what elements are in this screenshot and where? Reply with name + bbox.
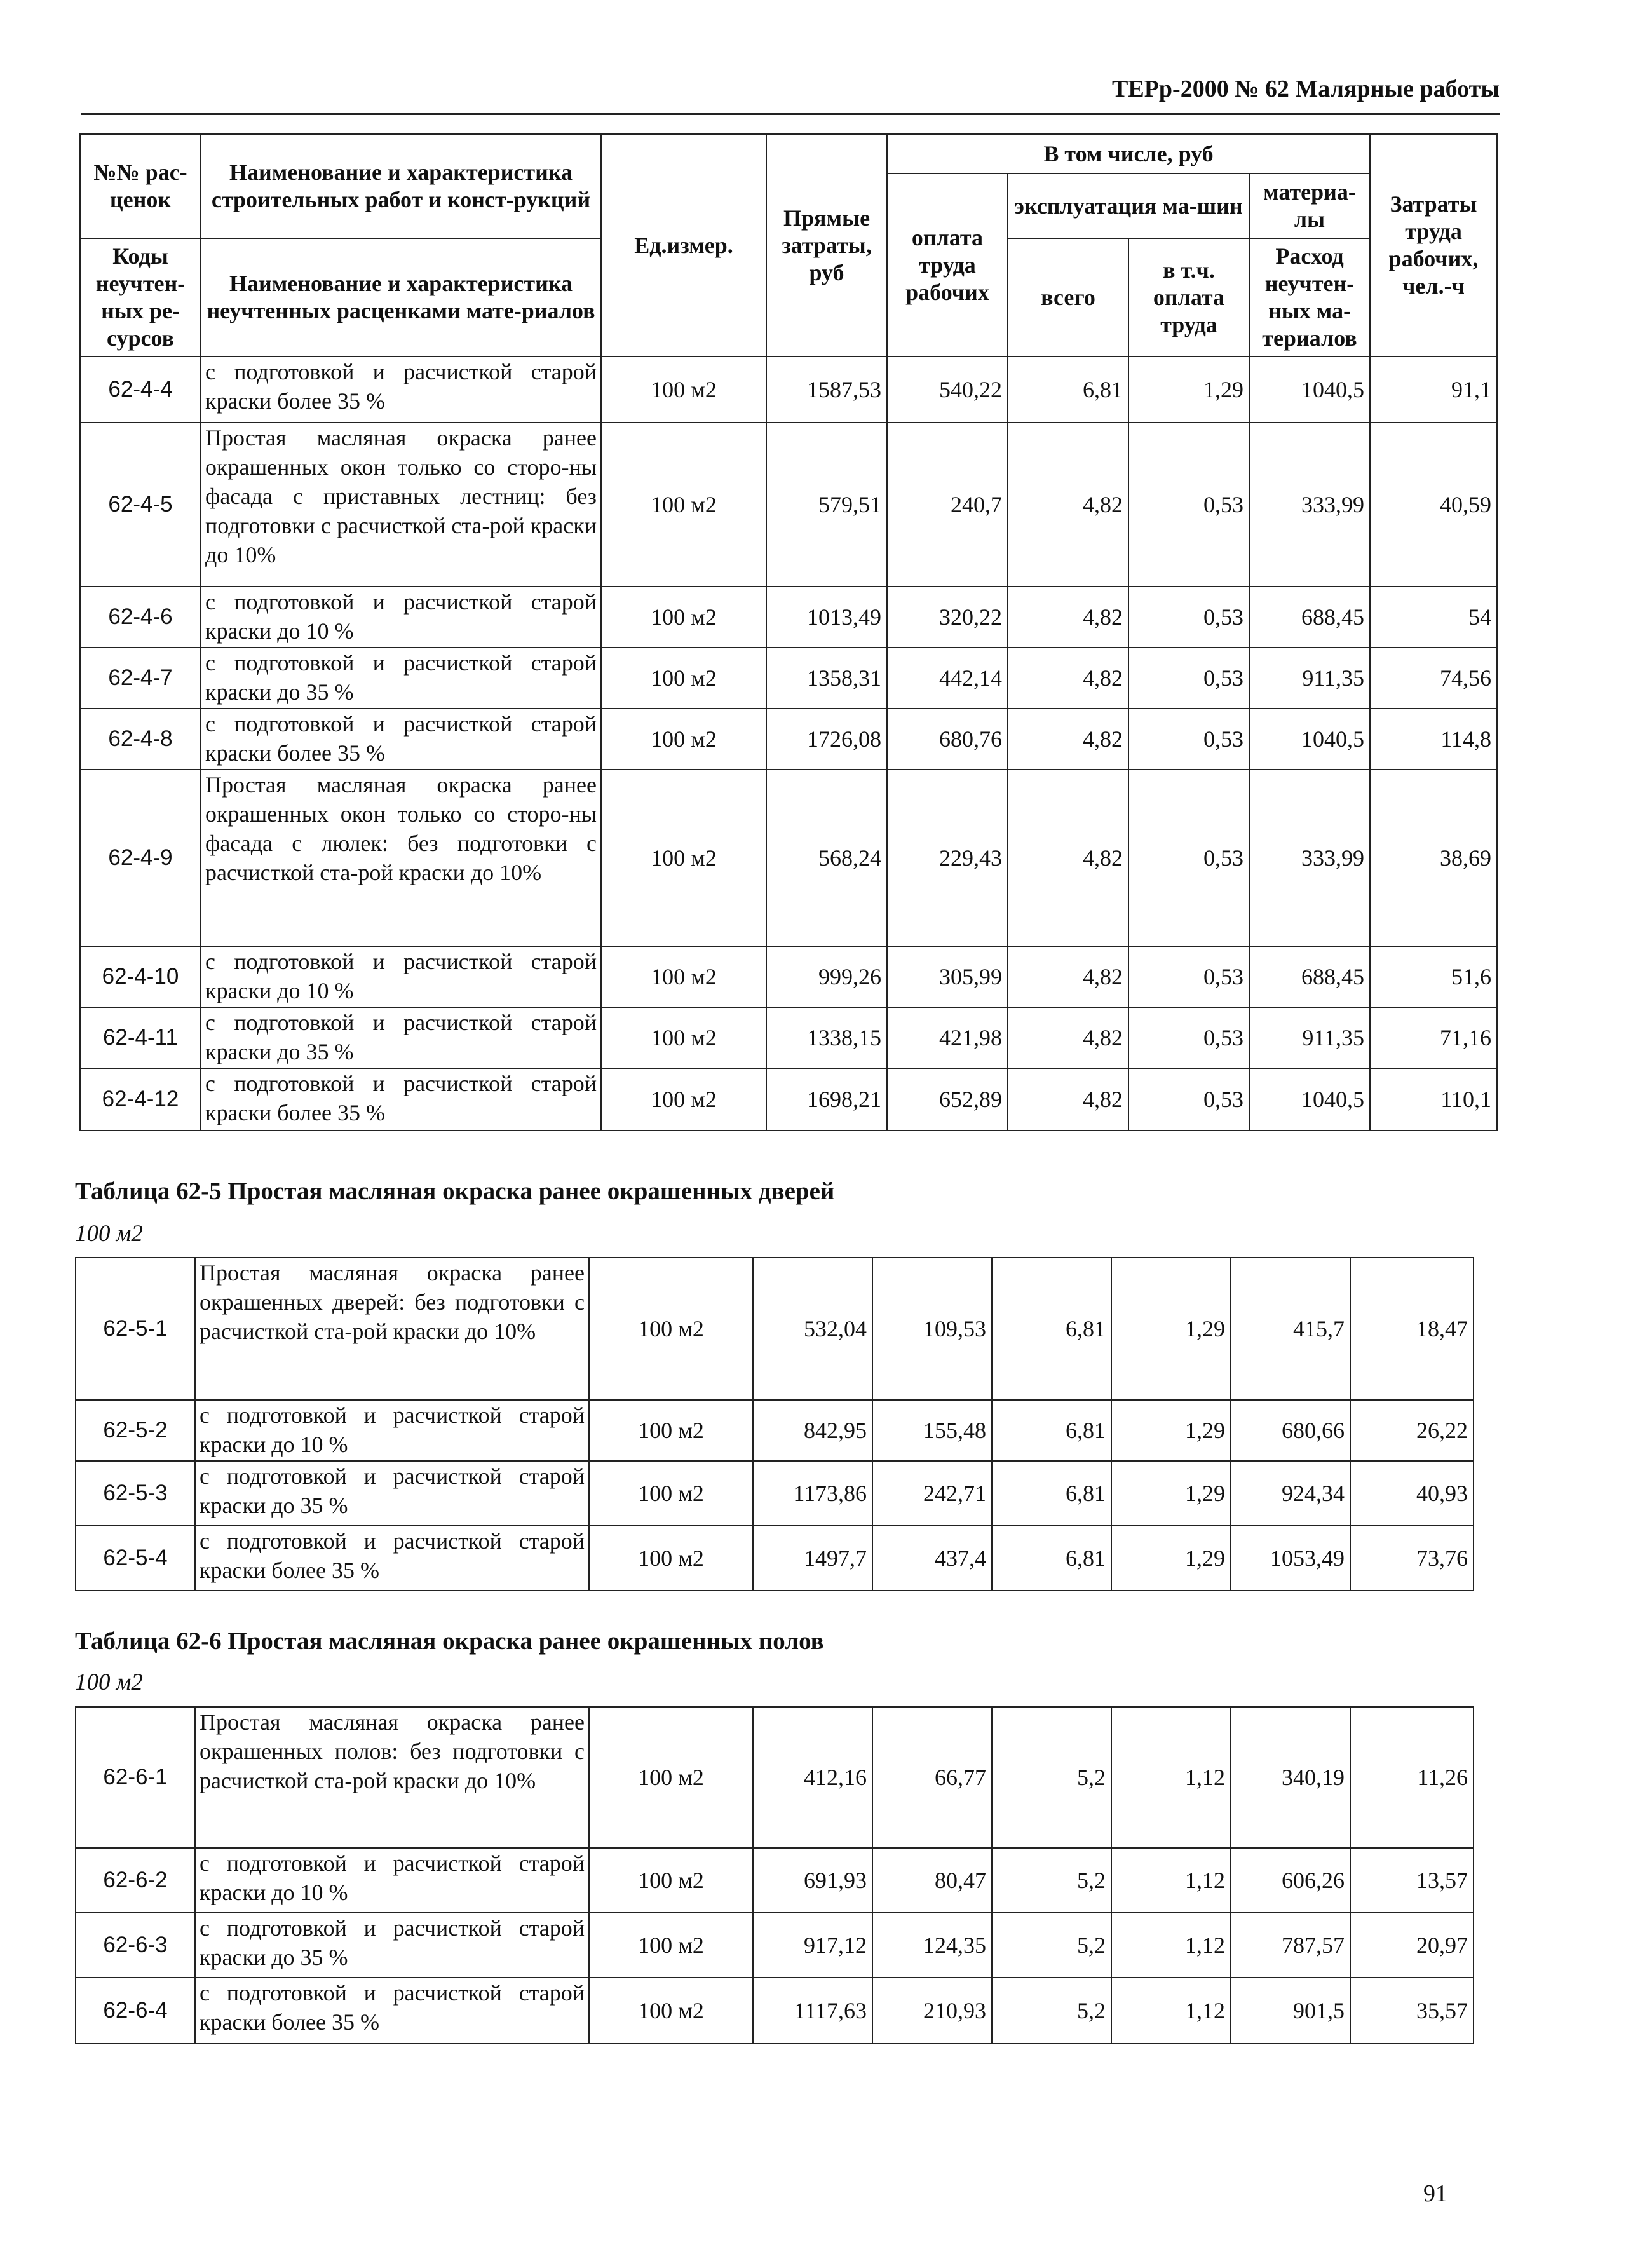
wages-cell: 320,22 [887,587,1008,648]
labor-cell: 54 [1370,587,1497,648]
labor-cell: 74,56 [1370,648,1497,709]
table-row [76,1978,1474,2044]
direct-costs-cell: 691,93 [753,1848,872,1913]
work-name: Простая масляная окраска ранее окрашенных окон только со сторо-ны фасада с приставных лестниц: без подготовки с расчисткой ста-рой краски до 10% [201,423,601,587]
machines-total-cell: 5,2 [992,1913,1111,1978]
labor-cell: 35,57 [1350,1978,1474,2044]
unit-cell: 100 м2 [601,946,766,1007]
table-row [76,1913,1474,1978]
machines-wages-cell: 0,53 [1128,587,1249,648]
direct-costs-cell: 412,16 [753,1707,872,1848]
work-name: Простая масляная окраска ранее окрашенных полов: без подготовки с расчисткой ста-рой краски до 10% [195,1707,589,1848]
work-name: с подготовкой и расчисткой старой краски более 35 % [195,1978,589,2044]
machines-total-cell: 5,2 [992,1848,1111,1913]
table-row [80,587,1497,648]
direct-costs-cell: 1338,15 [766,1007,887,1068]
wages-cell: 652,89 [887,1068,1008,1131]
table-row [80,423,1497,587]
materials-cell: 415,7 [1231,1258,1350,1400]
materials-cell: 924,34 [1231,1461,1350,1526]
unit-cell: 100 м2 [589,1400,753,1461]
rate-code: 62-4-10 [80,946,201,1007]
unit-cell: 100 м2 [601,770,766,946]
machines-total-cell: 5,2 [992,1978,1111,2044]
wages-cell: 66,77 [872,1707,992,1848]
wages-cell: 680,76 [887,709,1008,770]
unit-cell: 100 м2 [601,423,766,587]
labor-cell: 71,16 [1370,1007,1497,1068]
work-name: с подготовкой и расчисткой старой краски до 10 % [201,587,601,648]
direct-costs-cell: 579,51 [766,423,887,587]
labor-cell: 18,47 [1350,1258,1474,1400]
header-rule [81,113,1500,115]
materials-cell: 1040,5 [1249,709,1370,770]
work-name: с подготовкой и расчисткой старой краски до 10 % [195,1400,589,1461]
machines-total-cell: 4,82 [1008,1007,1128,1068]
labor-cell: 40,59 [1370,423,1497,587]
table-row [76,1848,1474,1913]
header-work-name: Наименование и характеристика строительных работ и конст-рукций [201,134,601,238]
machines-total-cell: 4,82 [1008,648,1128,709]
table-62-5-unit: 100 м2 [75,1221,143,1247]
wages-cell: 540,22 [887,356,1008,423]
rate-code: 62-5-1 [76,1258,195,1400]
machines-total-cell: 4,82 [1008,1068,1128,1131]
labor-cell: 91,1 [1370,356,1497,423]
labor-cell: 11,26 [1350,1707,1474,1848]
materials-cell: 911,35 [1249,1007,1370,1068]
table-row [80,770,1497,946]
unit-cell: 100 м2 [601,709,766,770]
table-row [80,946,1497,1007]
rates-table-62-4 [79,133,1498,1131]
unit-cell: 100 м2 [589,1978,753,2044]
rate-code: 62-4-9 [80,770,201,946]
header-materials-unaccounted: Расход неучтен-ных ма-териалов [1249,238,1370,356]
unit-cell: 100 м2 [589,1526,753,1591]
header-resource-codes: Коды неучтен-ных ре-сурсов [80,238,201,356]
machines-wages-cell: 1,29 [1111,1400,1231,1461]
table-62-6-caption: Таблица 62-6 Простая масляная окраска ранее окрашенных полов [75,1627,824,1655]
machines-total-cell: 6,81 [1008,356,1128,423]
materials-cell: 911,35 [1249,648,1370,709]
materials-cell: 688,45 [1249,946,1370,1007]
machines-total-cell: 5,2 [992,1707,1111,1848]
machines-wages-cell: 0,53 [1128,946,1249,1007]
machines-wages-cell: 1,29 [1111,1526,1231,1591]
direct-costs-cell: 568,24 [766,770,887,946]
unit-cell: 100 м2 [589,1707,753,1848]
machines-wages-cell: 0,53 [1128,423,1249,587]
rate-code: 62-5-4 [76,1526,195,1591]
work-name: с подготовкой и расчисткой старой краски до 35 % [201,648,601,709]
labor-cell: 26,22 [1350,1400,1474,1461]
header-unit: Ед.измер. [601,134,766,356]
labor-cell: 38,69 [1370,770,1497,946]
direct-costs-cell: 1117,63 [753,1978,872,2044]
header-machines-wages: в т.ч. оплата труда [1128,238,1249,356]
table-row [76,1526,1474,1591]
machines-wages-cell: 1,29 [1128,356,1249,423]
table-row [76,1400,1474,1461]
materials-cell: 1040,5 [1249,1068,1370,1131]
unit-cell: 100 м2 [589,1913,753,1978]
work-name: с подготовкой и расчисткой старой краски до 35 % [201,1007,601,1068]
table-row [80,1068,1497,1131]
unit-cell: 100 м2 [601,356,766,423]
materials-cell: 333,99 [1249,770,1370,946]
direct-costs-cell: 1358,31 [766,648,887,709]
direct-costs-cell: 917,12 [753,1913,872,1978]
rate-code: 62-4-7 [80,648,201,709]
header-labor-costs: Затраты труда рабочих, чел.-ч [1370,134,1497,356]
rate-code: 62-4-11 [80,1007,201,1068]
rate-code: 62-6-3 [76,1913,195,1978]
header-wages: оплата труда рабочих [887,173,1008,356]
machines-wages-cell: 1,12 [1111,1707,1231,1848]
wages-cell: 124,35 [872,1913,992,1978]
direct-costs-cell: 1698,21 [766,1068,887,1131]
machines-wages-cell: 0,53 [1128,1068,1249,1131]
wages-cell: 109,53 [872,1258,992,1400]
work-name: с подготовкой и расчисткой старой краски более 35 % [201,356,601,423]
table-row [76,1258,1474,1400]
machines-total-cell: 6,81 [992,1258,1111,1400]
machines-wages-cell: 0,53 [1128,1007,1249,1068]
table-row [80,1007,1497,1068]
direct-costs-cell: 1726,08 [766,709,887,770]
machines-total-cell: 4,82 [1008,423,1128,587]
header-materials: материа-лы [1249,173,1370,238]
materials-cell: 1040,5 [1249,356,1370,423]
labor-cell: 13,57 [1350,1848,1474,1913]
labor-cell: 40,93 [1350,1461,1474,1526]
rates-table-62-6 [75,1706,1474,2044]
rate-code: 62-5-2 [76,1400,195,1461]
labor-cell: 110,1 [1370,1068,1497,1131]
rate-code: 62-6-1 [76,1707,195,1848]
rate-code: 62-6-4 [76,1978,195,2044]
materials-cell: 606,26 [1231,1848,1350,1913]
wages-cell: 421,98 [887,1007,1008,1068]
machines-wages-cell: 0,53 [1128,648,1249,709]
direct-costs-cell: 1013,49 [766,587,887,648]
work-name: с подготовкой и расчисткой старой краски до 10 % [201,946,601,1007]
running-head: ТЕРр-2000 № 62 Малярные работы [1112,76,1500,102]
unit-cell: 100 м2 [601,1007,766,1068]
table-row [76,1707,1474,1848]
direct-costs-cell: 842,95 [753,1400,872,1461]
rates-table-62-5 [75,1257,1474,1591]
header-material-name: Наименование и характеристика неучтенных расценками мате-риалов [201,238,601,356]
direct-costs-cell: 999,26 [766,946,887,1007]
work-name: с подготовкой и расчисткой старой краски более 35 % [201,1068,601,1131]
wages-cell: 229,43 [887,770,1008,946]
rate-code: 62-4-6 [80,587,201,648]
rate-code: 62-4-8 [80,709,201,770]
header-rate-codes: №№ рас-ценок [80,134,201,238]
header-machines-total: всего [1008,238,1128,356]
unit-cell: 100 м2 [589,1258,753,1400]
materials-cell: 680,66 [1231,1400,1350,1461]
wages-cell: 437,4 [872,1526,992,1591]
page-number: 91 [1423,2180,1447,2207]
header-machines: эксплуатация ма-шин [1008,173,1249,238]
wages-cell: 80,47 [872,1848,992,1913]
rate-code: 62-6-2 [76,1848,195,1913]
header-direct-costs: Прямые затраты, руб [766,134,887,356]
header-including: В том числе, руб [887,134,1370,173]
machines-total-cell: 4,82 [1008,946,1128,1007]
work-name: Простая масляная окраска ранее окрашенных окон только со сторо-ны фасада с люлек: без подготовки с расчисткой ста-рой краски до 10% [201,770,601,946]
work-name: Простая масляная окраска ранее окрашенных дверей: без подготовки с расчисткой ста-рой краски до 10% [195,1258,589,1400]
materials-cell: 787,57 [1231,1913,1350,1978]
unit-cell: 100 м2 [601,648,766,709]
table-row [76,1461,1474,1526]
direct-costs-cell: 1587,53 [766,356,887,423]
table-row [80,648,1497,709]
direct-costs-cell: 1497,7 [753,1526,872,1591]
wages-cell: 442,14 [887,648,1008,709]
materials-cell: 340,19 [1231,1707,1350,1848]
rate-code: 62-4-4 [80,356,201,423]
work-name: с подготовкой и расчисткой старой краски до 35 % [195,1913,589,1978]
labor-cell: 20,97 [1350,1913,1474,1978]
materials-cell: 901,5 [1231,1978,1350,2044]
machines-total-cell: 4,82 [1008,709,1128,770]
labor-cell: 51,6 [1370,946,1497,1007]
machines-wages-cell: 1,29 [1111,1258,1231,1400]
table-62-6-unit: 100 м2 [75,1669,143,1695]
machines-total-cell: 4,82 [1008,770,1128,946]
wages-cell: 210,93 [872,1978,992,2044]
unit-cell: 100 м2 [601,587,766,648]
unit-cell: 100 м2 [589,1848,753,1913]
machines-wages-cell: 0,53 [1128,770,1249,946]
work-name: с подготовкой и расчисткой старой краски до 10 % [195,1848,589,1913]
wages-cell: 240,7 [887,423,1008,587]
rate-code: 62-4-12 [80,1068,201,1131]
table-row [80,356,1497,423]
machines-wages-cell: 1,12 [1111,1848,1231,1913]
machines-total-cell: 6,81 [992,1461,1111,1526]
machines-total-cell: 4,82 [1008,587,1128,648]
table-62-5-caption: Таблица 62-5 Простая масляная окраска ранее окрашенных дверей [75,1178,835,1205]
rate-code: 62-5-3 [76,1461,195,1526]
labor-cell: 73,76 [1350,1526,1474,1591]
labor-cell: 114,8 [1370,709,1497,770]
wages-cell: 155,48 [872,1400,992,1461]
work-name: с подготовкой и расчисткой старой краски до 35 % [195,1461,589,1526]
unit-cell: 100 м2 [589,1461,753,1526]
unit-cell: 100 м2 [601,1068,766,1131]
machines-wages-cell: 1,12 [1111,1978,1231,2044]
machines-wages-cell: 1,12 [1111,1913,1231,1978]
direct-costs-cell: 532,04 [753,1258,872,1400]
materials-cell: 333,99 [1249,423,1370,587]
wages-cell: 242,71 [872,1461,992,1526]
materials-cell: 688,45 [1249,587,1370,648]
rate-code: 62-4-5 [80,423,201,587]
work-name: с подготовкой и расчисткой старой краски более 35 % [195,1526,589,1591]
machines-wages-cell: 0,53 [1128,709,1249,770]
work-name: с подготовкой и расчисткой старой краски более 35 % [201,709,601,770]
table-row [80,709,1497,770]
machines-wages-cell: 1,29 [1111,1461,1231,1526]
materials-cell: 1053,49 [1231,1526,1350,1591]
direct-costs-cell: 1173,86 [753,1461,872,1526]
machines-total-cell: 6,81 [992,1526,1111,1591]
wages-cell: 305,99 [887,946,1008,1007]
machines-total-cell: 6,81 [992,1400,1111,1461]
